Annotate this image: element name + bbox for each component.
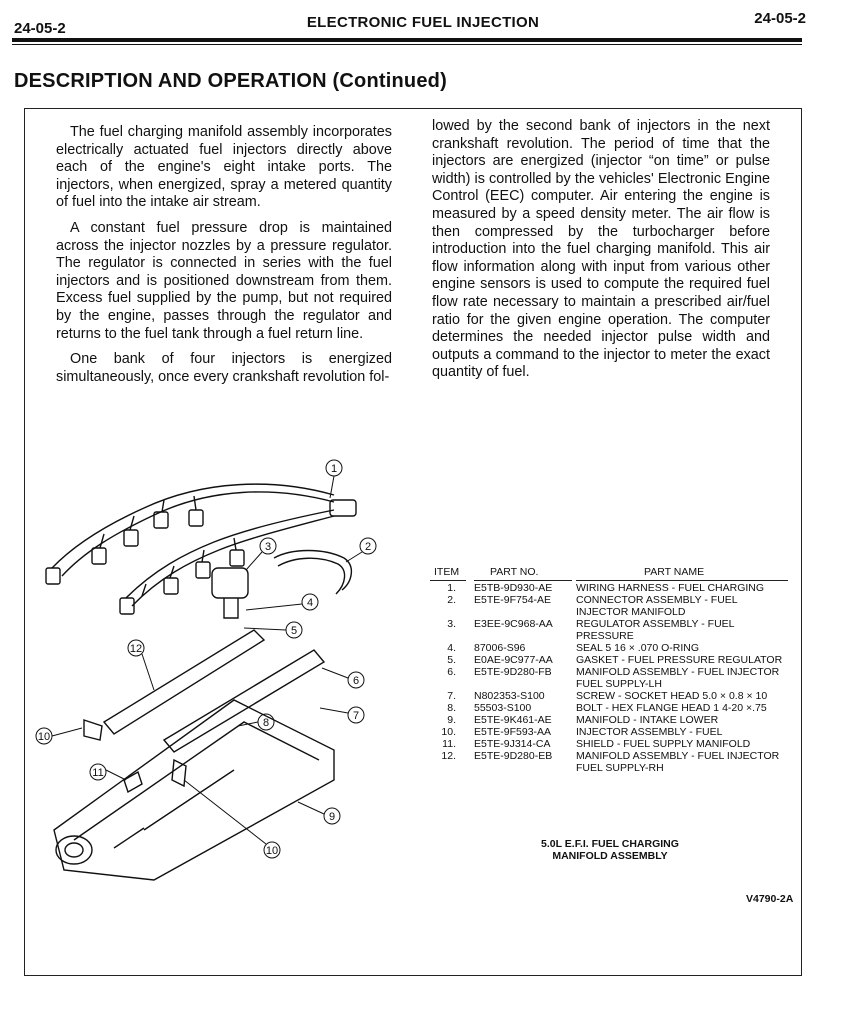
item-number: 9. xyxy=(447,714,456,726)
part-number: N802353-S100 xyxy=(474,690,545,702)
figure-code: V4790-2A xyxy=(746,893,794,905)
caption-line: MANIFOLD ASSEMBLY xyxy=(552,850,668,862)
table-row xyxy=(430,582,790,594)
callout-label: 5 xyxy=(290,625,298,637)
header-title: ELECTRONIC FUEL INJECTION xyxy=(306,14,540,31)
table-row xyxy=(430,750,790,774)
header-rule-thin xyxy=(12,44,802,45)
part-number: E5TE-9F754-AE xyxy=(474,594,552,606)
caption-line: 5.0L E.F.I. FUEL CHARGING xyxy=(541,838,679,850)
part-name: MANIFOLD ASSEMBLY - FUEL INJECTOR FUEL SUPPLY-LH xyxy=(576,666,780,690)
paragraph: lowed by the second bank of injectors in the next crankshaft revolution. The period of time that the injectors are energized (injector “on time” or pulse width) is controlled by the vehicles' Electronic Engine Control (EEC) computer. Air entering the engine is measured by a speed density meter. The air flow is then compressed by the turbocharger before introduction into the fuel charging manifold. This air flow information along with input from various other engine sensors is used to compute the required fuel flow rate necessary to maintain a prescribed air/fuel ratio for the given engine operation. The computer determines the needed injector pulse width and outputs a command to the injector to meter the exact quantity of fuel. xyxy=(432,118,770,381)
table-row xyxy=(430,702,790,714)
part-number: E5TE-9D280-FB xyxy=(474,666,552,678)
paragraph: One bank of four injectors is energized simultaneously, once every crankshaft revolution fol- xyxy=(56,351,392,385)
item-number: 5. xyxy=(447,654,456,666)
callout-label: 11 xyxy=(92,767,104,779)
item-number: 11. xyxy=(442,738,456,750)
part-name: BOLT - HEX FLANGE HEAD 1 4-20 ×.75 xyxy=(576,702,767,714)
col-part-name: PART NAME xyxy=(644,566,705,578)
callout-label: 8 xyxy=(262,717,270,729)
callout-label: 10 xyxy=(37,731,51,743)
text-column-right xyxy=(432,118,770,390)
table-row xyxy=(430,690,790,702)
table-row xyxy=(430,594,790,618)
paragraph: The fuel charging manifold assembly incorporates electrically actuated fuel injectors directly above each of the engine's eight intake ports. The injectors, when energized, spray a metered quantity of fuel into the intake air stream. xyxy=(56,124,392,211)
fuel-rail-lh xyxy=(164,650,324,752)
table-row xyxy=(430,726,790,738)
item-number: 2. xyxy=(447,594,456,606)
table-row xyxy=(430,714,790,726)
callout-label: 7 xyxy=(352,710,360,722)
part-name: MANIFOLD ASSEMBLY - FUEL INJECTOR FUEL SUPPLY-RH xyxy=(576,750,780,774)
part-name: WIRING HARNESS - FUEL CHARGING xyxy=(576,582,765,594)
part-number: 87006-S96 xyxy=(474,642,526,654)
table-row xyxy=(430,654,790,666)
page-number-right: 24-05-2 xyxy=(754,10,806,27)
intake-manifold xyxy=(54,700,334,880)
callout-label: 9 xyxy=(328,811,336,823)
callout-label: 1 xyxy=(330,463,338,475)
item-number: 7. xyxy=(447,690,456,702)
item-number: 1. xyxy=(447,582,456,594)
part-name: SEAL 5 16 × .070 O-RING xyxy=(576,642,700,654)
item-number: 3. xyxy=(447,618,456,630)
parts-table xyxy=(430,562,790,774)
part-number: E5TE-9J314-CA xyxy=(474,738,551,750)
part-number: E5TB-9D930-AE xyxy=(474,582,553,594)
callout-label: 10 xyxy=(265,845,279,857)
part-number: E3EE-9C968-AA xyxy=(474,618,553,630)
item-number: 10. xyxy=(441,726,456,738)
wiring-harness xyxy=(132,516,334,606)
item-number: 12. xyxy=(441,750,456,762)
fuel-manifold-diagram xyxy=(34,450,424,900)
part-number: E5TE-9K461-AE xyxy=(474,714,552,726)
item-number: 4. xyxy=(447,642,456,654)
table-row xyxy=(430,666,790,690)
part-name: REGULATOR ASSEMBLY - FUEL PRESSURE xyxy=(576,618,735,642)
col-part-no: PART NO. xyxy=(490,566,539,578)
part-name: SHIELD - FUEL SUPPLY MANIFOLD xyxy=(576,738,751,750)
part-name: SCREW - SOCKET HEAD 5.0 × 0.8 × 10 xyxy=(576,690,768,702)
parts-table-header xyxy=(430,562,790,582)
part-number: E0AE-9C977-AA xyxy=(474,654,553,666)
callout-label: 2 xyxy=(364,541,372,553)
figure-caption xyxy=(530,838,690,862)
part-name: GASKET - FUEL PRESSURE REGULATOR xyxy=(576,654,783,666)
table-row xyxy=(430,618,790,642)
section-title: DESCRIPTION AND OPERATION (Continued) xyxy=(14,70,447,92)
item-number: 8. xyxy=(447,702,456,714)
part-name: INJECTOR ASSEMBLY - FUEL xyxy=(576,726,723,738)
part-number: E5TE-9F593-AA xyxy=(474,726,552,738)
callout-label: 6 xyxy=(352,675,360,687)
parts-table-body xyxy=(430,582,790,774)
part-number: E5TE-9D280-EB xyxy=(474,750,553,762)
callout-label: 12 xyxy=(129,643,143,655)
text-column-left xyxy=(56,124,392,394)
part-number: 55503-S100 xyxy=(474,702,532,714)
page-number-left: 24-05-2 xyxy=(14,20,66,37)
paragraph: A constant fuel pressure drop is maintained across the injector nozzles by a pressure regulator. The regulator is connected in series with the fuel injectors and is positioned downstream from them. Excess fuel supplied by the pump, but not required by the engine, passes through the regulator and returns to the fuel tank through a fuel return line. xyxy=(56,219,392,342)
table-row xyxy=(430,738,790,750)
col-item: ITEM xyxy=(434,566,460,578)
table-row xyxy=(430,642,790,654)
callout-label: 3 xyxy=(264,541,272,553)
item-number: 6. xyxy=(447,666,456,678)
header-rule xyxy=(12,38,802,42)
part-name: CONNECTOR ASSEMBLY - FUEL INJECTOR MANIFOLD xyxy=(576,594,738,618)
part-name: MANIFOLD - INTAKE LOWER xyxy=(576,714,719,726)
callout-label: 4 xyxy=(306,597,314,609)
